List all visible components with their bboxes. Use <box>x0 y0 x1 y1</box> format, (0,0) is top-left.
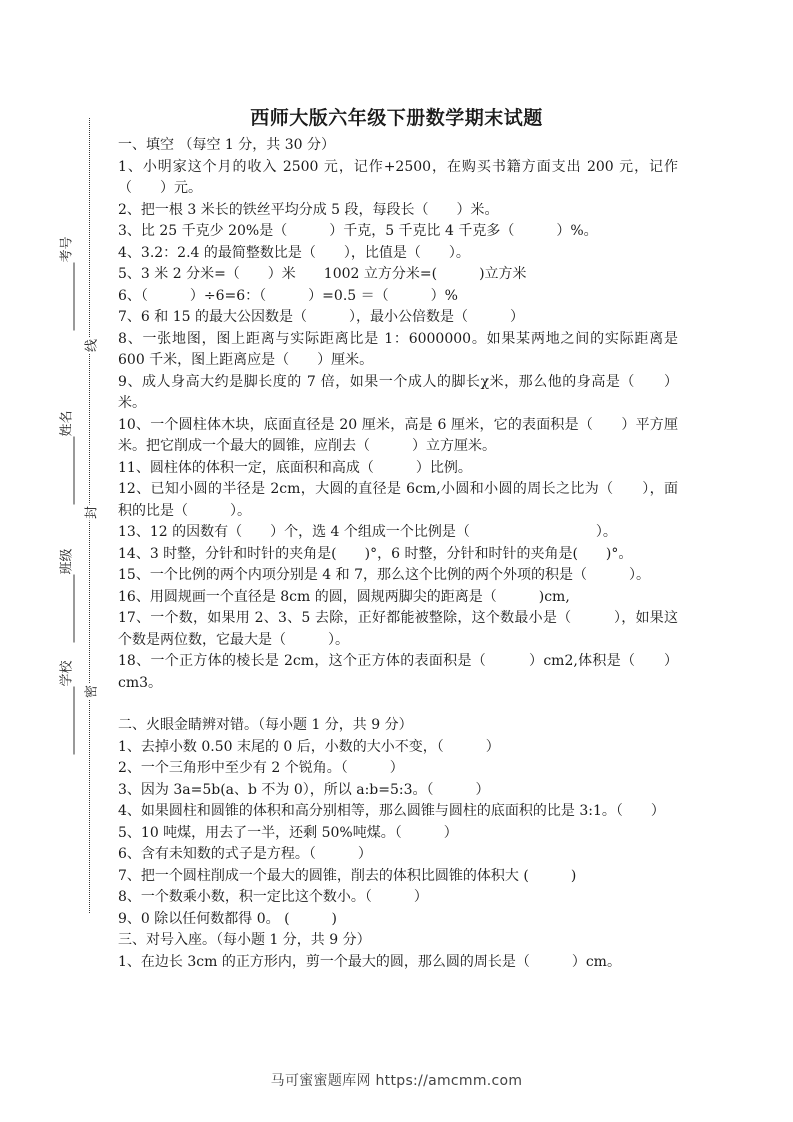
question: 16、用圆规画一个直径是 8cm 的圆，圆规两脚尖的距离是（ )cm, <box>118 588 570 605</box>
exam-content <box>118 135 678 973</box>
class-field <box>56 548 75 643</box>
binding-word-feng: 封 <box>81 505 100 521</box>
question: 5、10 吨煤，用去了一半，还剩 50%吨煤。（ ） <box>118 824 458 841</box>
exam-number-blank <box>62 263 75 331</box>
question: 3、比 25 千克少 20%是（ ）千克，5 千克比 4 千克多（ ）%。 <box>118 223 598 239</box>
question: 13、12 的因数有（ ）个，选 4 个组成一个比例是（ ）。 <box>118 524 617 540</box>
class-label: 班级 <box>59 548 75 575</box>
exam-number-field <box>56 236 75 331</box>
section-spacer <box>118 694 678 715</box>
name-label: 姓名 <box>59 410 75 437</box>
question: 11、圆柱体的体积一定，底面积和高成（ ）比例。 <box>118 459 472 476</box>
question: 1、去掉小数 0.50 末尾的 0 后，小数的大小不变，（ ） <box>118 738 500 755</box>
question: 3、因为 3a=5b(a、b 不为 0），所以 a:b=5:3。（ ） <box>118 781 490 798</box>
question: 12、已知小圆的半径是 2cm，大圆的直径是 6cm,小圆和小圆的周长之比为（ ），面积的比是（ ）。 <box>118 481 678 519</box>
page-title: 西师大版六年级下册数学期末试题 <box>250 107 543 129</box>
question: 14、3 时整，分针和时针的夹角是( )°，6 时整，分针和时针的夹角是( )°。 <box>118 545 633 562</box>
question: 1、小明家这个月的收入 2500 元，记作+2500，在购买书籍方面支出 200 元，记作（ ）元。 <box>118 158 678 196</box>
section3-heading: 三、对号入座。（每小题 1 分，共 9 分） <box>118 932 371 948</box>
question: 2、把一根 3 米长的铁丝平均分成 5 段，每段长（ ）米。 <box>118 201 499 218</box>
class-blank <box>62 575 75 643</box>
question: 10、一个圆柱体木块，底面直径是 20 厘米，高是 6 厘米，它的表面积是（ ）平方厘米。把它削成一个最大的圆锥，应削去（ ）立方厘米。 <box>118 416 678 454</box>
question: 4、如果圆柱和圆锥的体积和高分别相等，那么圆锥与圆柱的底面积的比是 3:1。（ ） <box>118 803 665 819</box>
question: 9、成人身高大约是脚长度的 7 倍，如果一个成人的脚长χ米，那么他的身高是（ ）米。 <box>118 373 678 411</box>
name-field <box>56 410 75 505</box>
question: 6、（ ）÷6=6：（ ）=0.5 ＝（ ）% <box>118 287 458 304</box>
exam-number-label: 考号 <box>59 236 75 263</box>
question: 6、含有未知数的式子是方程。（ ） <box>118 846 372 862</box>
question: 9、0 除以任何数都得 0。 ( ) <box>118 910 337 927</box>
question: 7、6 和 15 的最大公因数是（ ），最小公倍数是（ ） <box>118 309 524 325</box>
binding-word-xian: 线 <box>81 338 100 354</box>
name-blank <box>62 437 75 505</box>
question: 2、一个三角形中至少有 2 个锐角。（ ） <box>118 760 404 776</box>
footer-watermark: 马可蜜蜜题库网 https://amcmm.com <box>270 1073 523 1089</box>
question: 18、一个正方体的棱长是 2cm，这个正方体的表面积是（ ）cm2,体积是（ ）cm3。 <box>118 653 678 691</box>
section2-heading: 二、火眼金睛辨对错。（每小题 1 分，共 9 分） <box>118 717 413 733</box>
school-label: 学校 <box>59 660 75 687</box>
question: 8、一个数乘小数，积一定比这个数小。（ ） <box>118 889 428 905</box>
binding-word-mi: 密 <box>81 684 100 700</box>
question: 15、一个比例的两个内项分别是 4 和 7，那么这个比例的两个外项的积是（ ）。 <box>118 567 650 583</box>
question: 8、一张地图，图上距离与实际距离比是 1：6000000。如果某两地之间的实际距离是 600 千米，图上距离应是（ ）厘米。 <box>118 330 678 368</box>
question: 7、把一个圆柱削成一个最大的圆锥，削去的体积比圆锥的体积大 ( ) <box>118 867 577 884</box>
question: 4、3.2：2.4 的最简整数比是（ ），比值是（ ）。 <box>118 244 470 261</box>
section1-heading: 一、填空 （每空 1 分，共 30 分） <box>118 137 335 153</box>
school-field <box>56 660 75 755</box>
question: 1、在边长 3cm 的正方形内，剪一个最大的圆，那么圆的周长是（ ）cm。 <box>118 953 621 970</box>
question: 5、3 米 2 分米=（ ）米 1002 立方分米=( )立方米 <box>118 266 527 282</box>
school-blank <box>62 687 75 755</box>
question: 17、一个数，如果用 2、3、5 去除，正好都能被整除，这个数最小是（ ），如果这个数是两位数，它最大是（ ）。 <box>118 610 678 648</box>
